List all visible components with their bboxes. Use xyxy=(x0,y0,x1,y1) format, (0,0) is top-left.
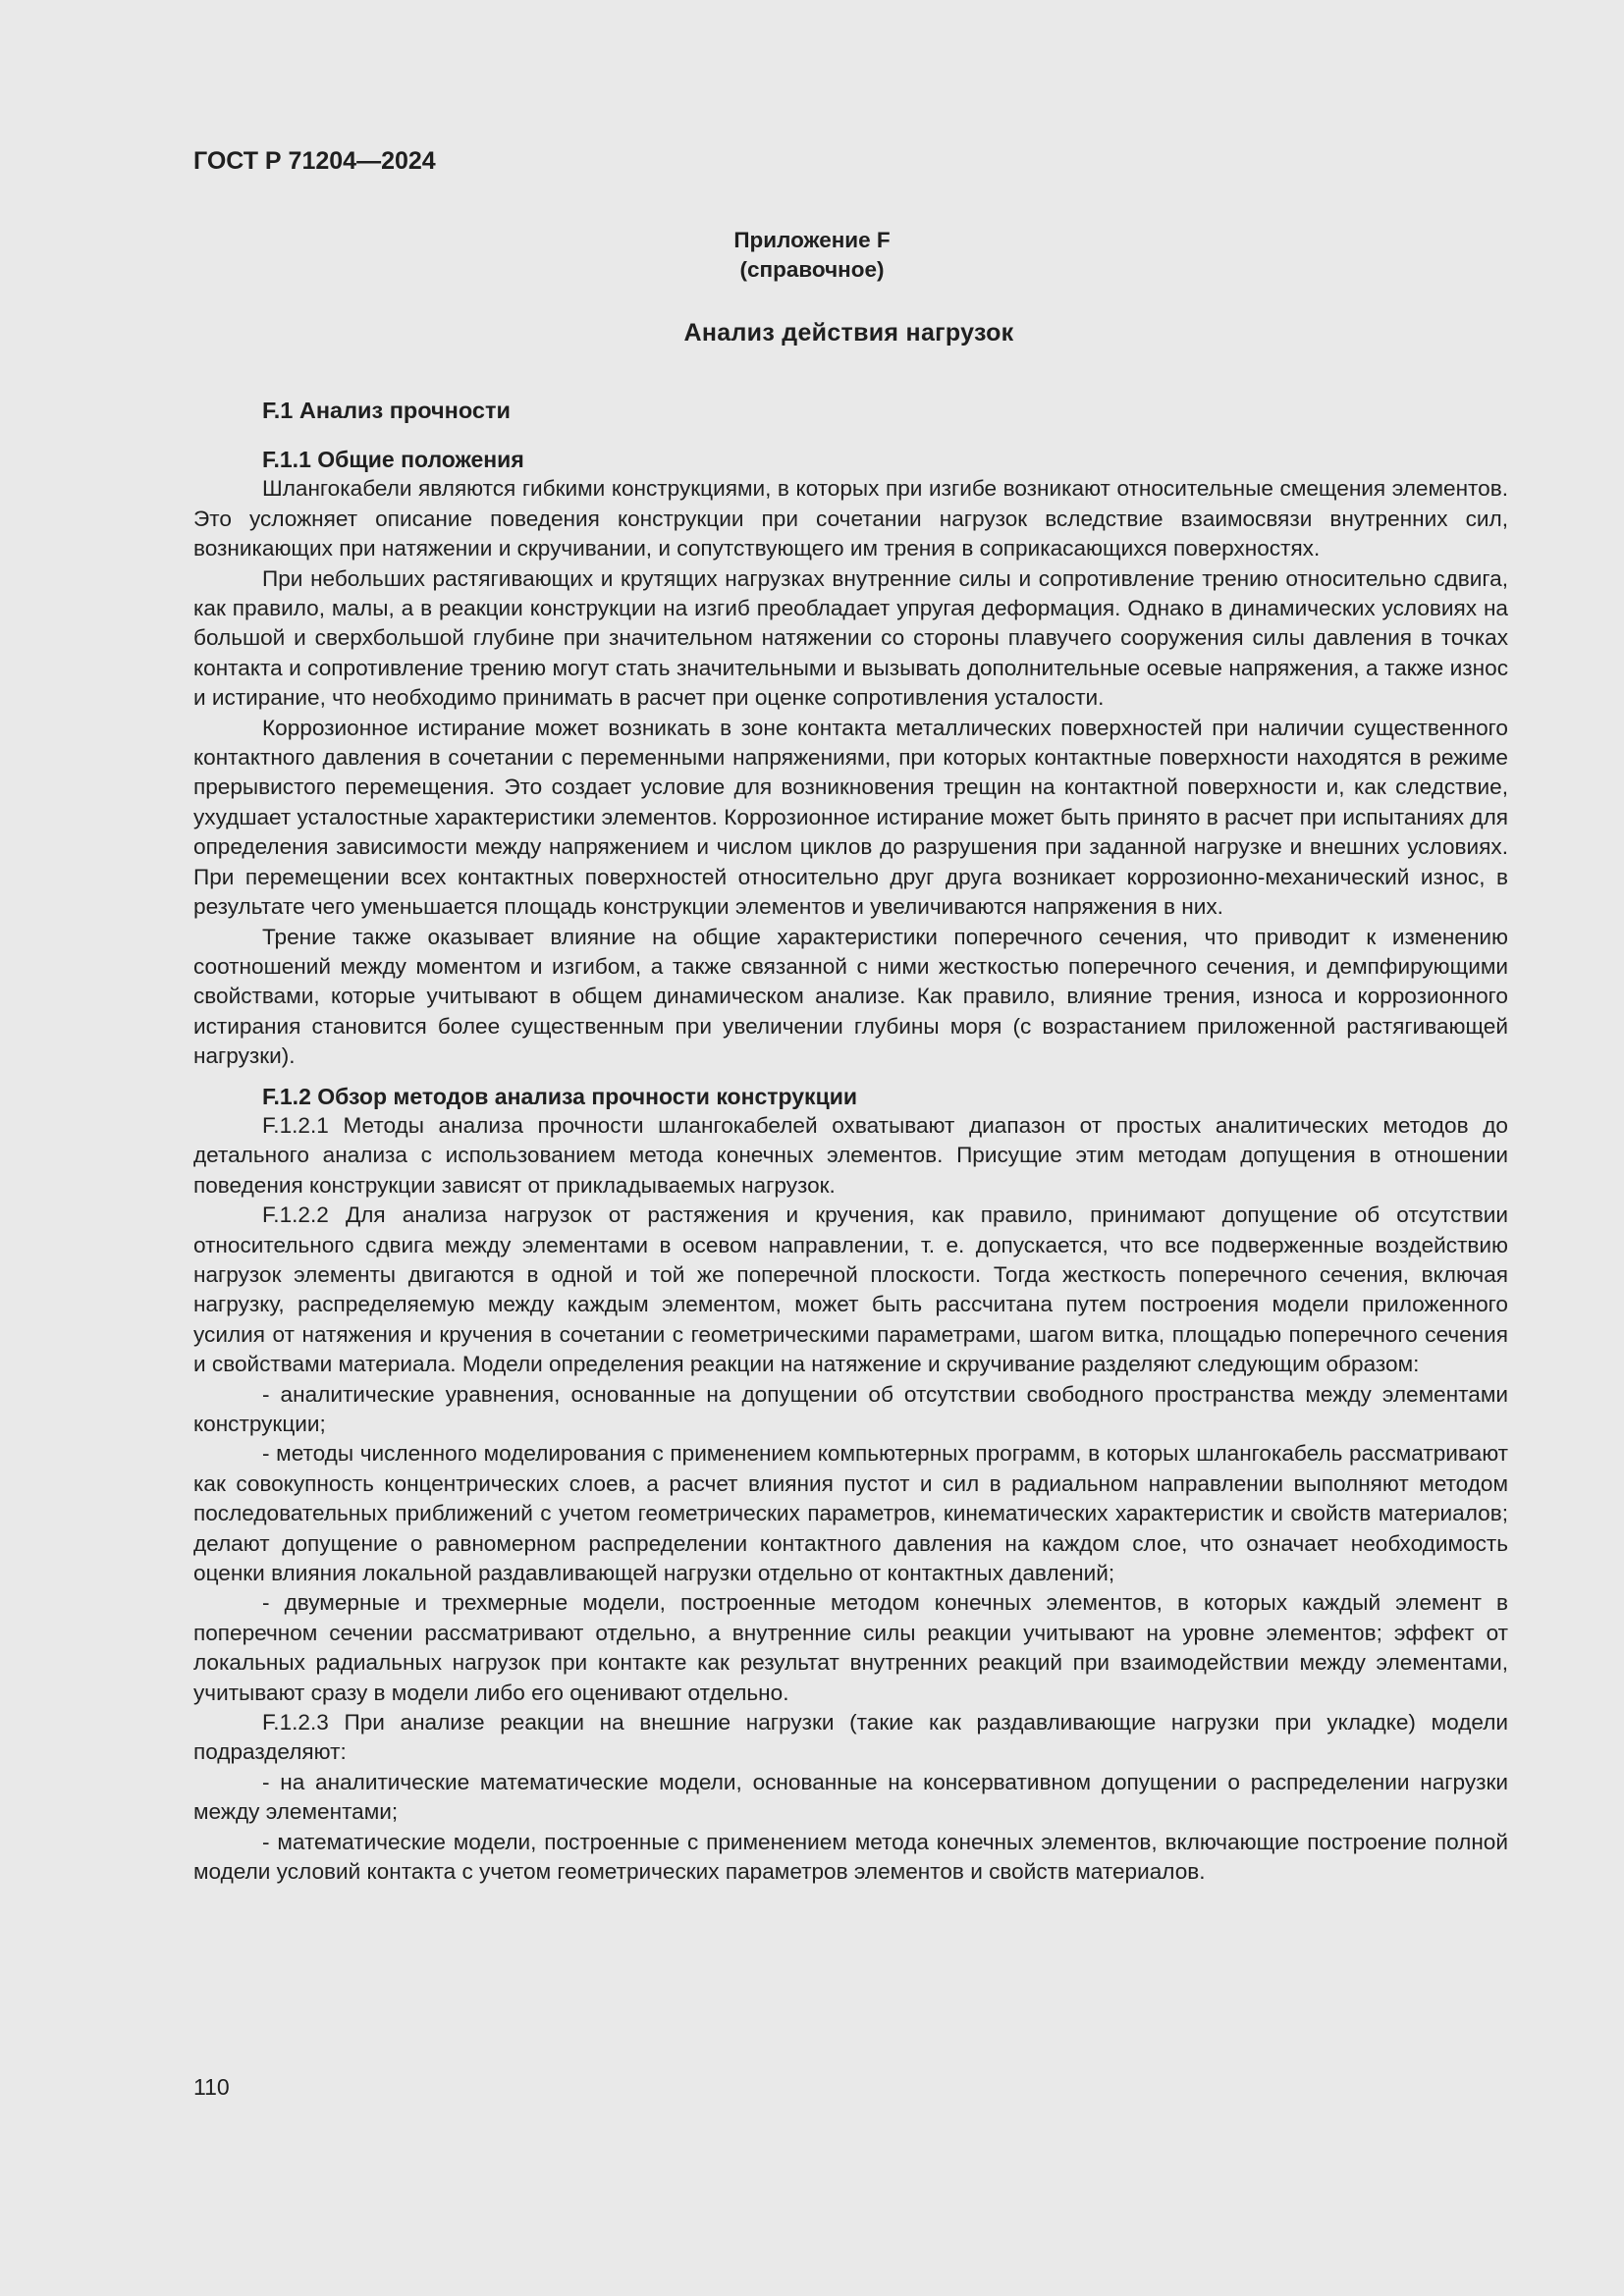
list-item: - на аналитические математические модели, основанные на консервативном допущении о распределении нагрузки между элементами; xyxy=(193,1769,1508,1825)
document-body xyxy=(193,396,1508,1888)
list-item: - двумерные и трехмерные модели, построенные методом конечных элементов, в которых каждый элемент в поперечном сечении рассматривают отдельно, а внутренние силы реакции учитывают на уровне элементов; эффект от локальных радиальных нагрузок при контакте как результат внутренних реакций при взаимодействии между элементами, учитывают сразу в модели либо его оценивают отдельно. xyxy=(193,1590,1508,1705)
list-item: - аналитические уравнения, основанные на допущении об отсутствии свободного пространства между элементами конструкции; xyxy=(193,1381,1508,1436)
document-code-header: ГОСТ Р 71204—2024 xyxy=(193,147,436,175)
paragraph: Коррозионное истирание может возникать в зоне контакта металлических поверхностей при наличии существенного контактного давления в сочетании с переменными напряжениями, при которых контактные поверхности находятся в режиме прерывистого перемещения. Это создает условие для возникновения трещин на контактной поверхности и, как следствие, ухудшает усталостные характеристики элементов. Коррозионное истирание может быть принято в расчет при испытаниях для определения зависимости между напряжением и числом циклов до разрушения при заданной нагрузке и внешних условиях. При перемещении всех контактных поверхностей относительно друг друга возникает коррозионно-механический износ, в результате чего уменьшается площадь конструкции элементов и увеличиваются напряжения в них. xyxy=(193,715,1508,920)
section-heading-f12: F.1.2 Обзор методов анализа прочности конструкции xyxy=(262,1083,857,1109)
paragraph: F.1.2.2 Для анализа нагрузок от растяжения и кручения, как правило, принимают допущение об отсутствии относительного сдвига между элементами в осевом направлении, т. е. допускается, что все подверженные воздействию нагрузок элементы двигаются в одной и той же поперечной плоскости. Тогда жесткость поперечного сечения, включая нагрузку, распределяемую между каждым элементом, может быть рассчитана путем построения модели приложенного усилия от натяжения и кручения в сочетании с геометрическими параметрами, шагом витка, площадью поперечного сечения и свойствами материала. Модели определения реакции на натяжение и скручивание разделяют следующим образом: xyxy=(193,1202,1508,1377)
section-heading-f11: F.1.1 Общие положения xyxy=(262,447,524,472)
page-number: 110 xyxy=(193,2074,230,2100)
annex-kind: (справочное) xyxy=(739,257,885,282)
paragraph: Шлангокабели являются гибкими конструкциями, в которых при изгибе возникают относительные смещения элементов. Это усложняет описание поведения конструкции при сочетании нагрузок вследствие взаимосвязи внутренних сил, возникающих при натяжении и скручивании, и сопутствующего им трения в соприкасающихся поверхностях. xyxy=(193,476,1508,561)
annex-label-block xyxy=(0,226,1624,285)
section-heading-f1: F.1 Анализ прочности xyxy=(262,398,511,423)
list-item: - методы численного моделирования с применением компьютерных программ, в которых шлангокабель рассматривают как совокупность концентрических слоев, а расчет влияния пустот и сил в радиальном направлении выполняют методом последовательных приближений с учетом геометрических параметров, кинематических характеристик и свойств материалов; делают допущение о равномерном распределении контактного давления на каждом слое, что означает необходимость оценки влияния локальной раздавливающей нагрузки отдельно от контактных давлений; xyxy=(193,1441,1508,1586)
paragraph: При небольших растягивающих и крутящих нагрузках внутренние силы и сопротивление трению относительно сдвига, как правило, малы, а в реакции конструкции на изгиб преобладает упругая деформация. Однако в динамических условиях на большой и сверхбольшой глубине при значительном натяжении со стороны плавучего сооружения силы давления в точках контакта и сопротивление трению могут стать значительными и вызывать дополнительные осевые напряжения, а также износ и истирание, что необходимо принимать в расчет при оценке сопротивления усталости. xyxy=(193,565,1508,711)
annex-title: Анализ действия нагрузок xyxy=(683,319,1014,347)
paragraph: F.1.2.3 При анализе реакции на внешние нагрузки (такие как раздавливающие нагрузки при укладке) модели подразделяют: xyxy=(193,1710,1508,1765)
annex-label: Приложение F xyxy=(733,228,891,252)
list-item: - математические модели, построенные с применением метода конечных элементов, включающие построение полной модели условий контакта с учетом геометрических параметров элементов и свойств материалов. xyxy=(193,1829,1508,1885)
paragraph: Трение также оказывает влияние на общие характеристики поперечного сечения, что приводит к изменению соотношений между моментом и изгибом, а также связанной с ними жесткостью поперечного сечения, и демпфирующими свойствами, которые учитывают в общем динамическом анализе. Как правило, влияние трения, износа и коррозионного истирания становится более существенным при увеличении глубины моря (с возрастанием приложенной растягивающей нагрузки). xyxy=(193,924,1508,1069)
paragraph: F.1.2.1 Методы анализа прочности шлангокабелей охватывают диапазон от простых аналитических методов до детального анализа с использованием метода конечных элементов. Присущие этим методам допущения в отношении поведения конструкции зависят от прикладываемых нагрузок. xyxy=(193,1112,1508,1198)
